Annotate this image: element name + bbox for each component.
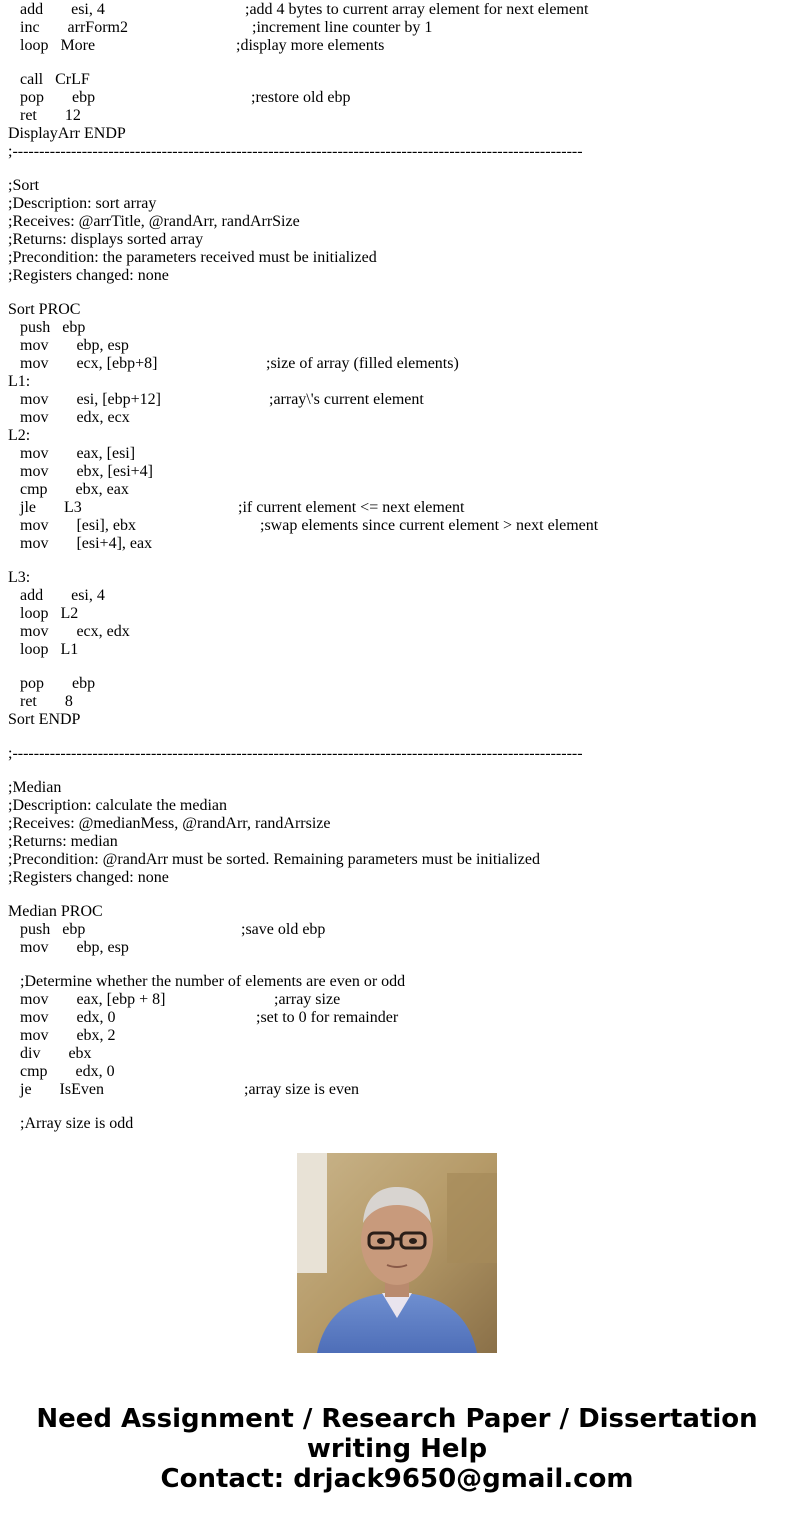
code-comment: ;save old ebp bbox=[241, 921, 326, 938]
code-line: ;Receives: @arrTitle, @randArr, randArrSize bbox=[8, 213, 300, 230]
code-line: ;Sort bbox=[8, 177, 40, 194]
code-line: add esi, 4 bbox=[8, 587, 105, 604]
code-line: mov ebx, [esi+4] bbox=[8, 463, 153, 480]
code-line: mov ecx, edx bbox=[8, 623, 130, 640]
code-line: ;Returns: displays sorted array bbox=[8, 231, 204, 248]
code-line: mov edx, 0 bbox=[8, 1009, 116, 1026]
code-line: ret 8 bbox=[8, 693, 73, 710]
code-line: push ebp bbox=[8, 921, 86, 938]
code-line: mov ebx, 2 bbox=[8, 1027, 116, 1044]
code-line: loop L1 bbox=[8, 641, 79, 658]
code-line: loop More bbox=[8, 37, 96, 54]
code-comment: ;array\'s current element bbox=[269, 391, 424, 408]
code-line: ;Precondition: @randArr must be sorted. Remaining parameters must be initialized bbox=[8, 851, 540, 868]
code-line: ;Determine whether the number of elements are even or odd bbox=[8, 973, 406, 990]
banner-line-2: writing Help bbox=[306, 1434, 488, 1464]
author-photo-avatar bbox=[297, 1153, 497, 1353]
code-line: Sort ENDP bbox=[8, 711, 81, 728]
code-line: Sort PROC bbox=[8, 301, 81, 318]
code-line: ;Median bbox=[8, 779, 62, 796]
code-line: L3: bbox=[8, 569, 31, 586]
code-line: DisplayArr ENDP bbox=[8, 125, 126, 142]
code-line: je IsEven bbox=[8, 1081, 104, 1098]
code-line: mov ebp, esp bbox=[8, 337, 129, 354]
code-line: mov ecx, [ebp+8] bbox=[8, 355, 158, 372]
code-line: call CrLF bbox=[8, 71, 90, 88]
code-comment: ;array size bbox=[274, 991, 341, 1008]
code-line: add esi, 4 bbox=[8, 1, 105, 18]
code-comment: ;add 4 bytes to current array element for next element bbox=[245, 1, 589, 18]
code-line: ;----------------------------------------------------------------------------------------------------------- bbox=[8, 143, 583, 160]
banner-contact-line: Contact: drjack9650@gmail.com bbox=[160, 1464, 634, 1494]
code-comment: ;increment line counter by 1 bbox=[252, 19, 433, 36]
code-line: ;Precondition: the parameters received must be initialized bbox=[8, 249, 377, 266]
banner-line-1: Need Assignment / Research Paper / Dissertation bbox=[36, 1404, 758, 1434]
code-line: Median PROC bbox=[8, 903, 103, 920]
code-comment: ;swap elements since current element > next element bbox=[260, 517, 599, 534]
code-comment: ;size of array (filled elements) bbox=[266, 355, 459, 372]
code-line: L2: bbox=[8, 427, 31, 444]
code-line: ;Array size is odd bbox=[8, 1115, 134, 1132]
code-line: mov eax, [ebp + 8] bbox=[8, 991, 166, 1008]
code-line: ;Registers changed: none bbox=[8, 267, 169, 284]
code-line: ;Description: calculate the median bbox=[8, 797, 228, 814]
code-line: cmp ebx, eax bbox=[8, 481, 129, 498]
code-line: push ebp bbox=[8, 319, 86, 336]
code-line: loop L2 bbox=[8, 605, 79, 622]
code-line: pop ebp bbox=[8, 89, 96, 106]
code-line: pop ebp bbox=[8, 675, 96, 692]
code-line: jle L3 bbox=[8, 499, 82, 516]
code-line: L1: bbox=[8, 373, 31, 390]
portrait-image bbox=[297, 1153, 497, 1353]
code-line: cmp edx, 0 bbox=[8, 1063, 115, 1080]
code-comment: ;if current element <= next element bbox=[238, 499, 465, 516]
code-line: inc arrForm2 bbox=[8, 19, 128, 36]
code-line: ;Receives: @medianMess, @randArr, randArrsize bbox=[8, 815, 331, 832]
code-line: ret 12 bbox=[8, 107, 81, 124]
code-line: mov esi, [ebp+12] bbox=[8, 391, 161, 408]
code-comment: ;array size is even bbox=[244, 1081, 360, 1098]
code-line: div ebx bbox=[8, 1045, 92, 1062]
code-comment: ;restore old ebp bbox=[251, 89, 351, 106]
code-line: ;Registers changed: none bbox=[8, 869, 169, 886]
code-line: mov ebp, esp bbox=[8, 939, 129, 956]
code-line: mov [esi], ebx bbox=[8, 517, 136, 534]
code-line: mov eax, [esi] bbox=[8, 445, 136, 462]
code-line: ;Returns: median bbox=[8, 833, 118, 850]
code-line: mov [esi+4], eax bbox=[8, 535, 153, 552]
code-comment: ;set to 0 for remainder bbox=[256, 1009, 399, 1026]
code-line: ;Description: sort array bbox=[8, 195, 157, 212]
code-line: mov edx, ecx bbox=[8, 409, 130, 426]
code-line: ;----------------------------------------------------------------------------------------------------------- bbox=[8, 745, 583, 762]
code-comment: ;display more elements bbox=[236, 37, 385, 54]
promo-banner bbox=[0, 1404, 794, 1494]
